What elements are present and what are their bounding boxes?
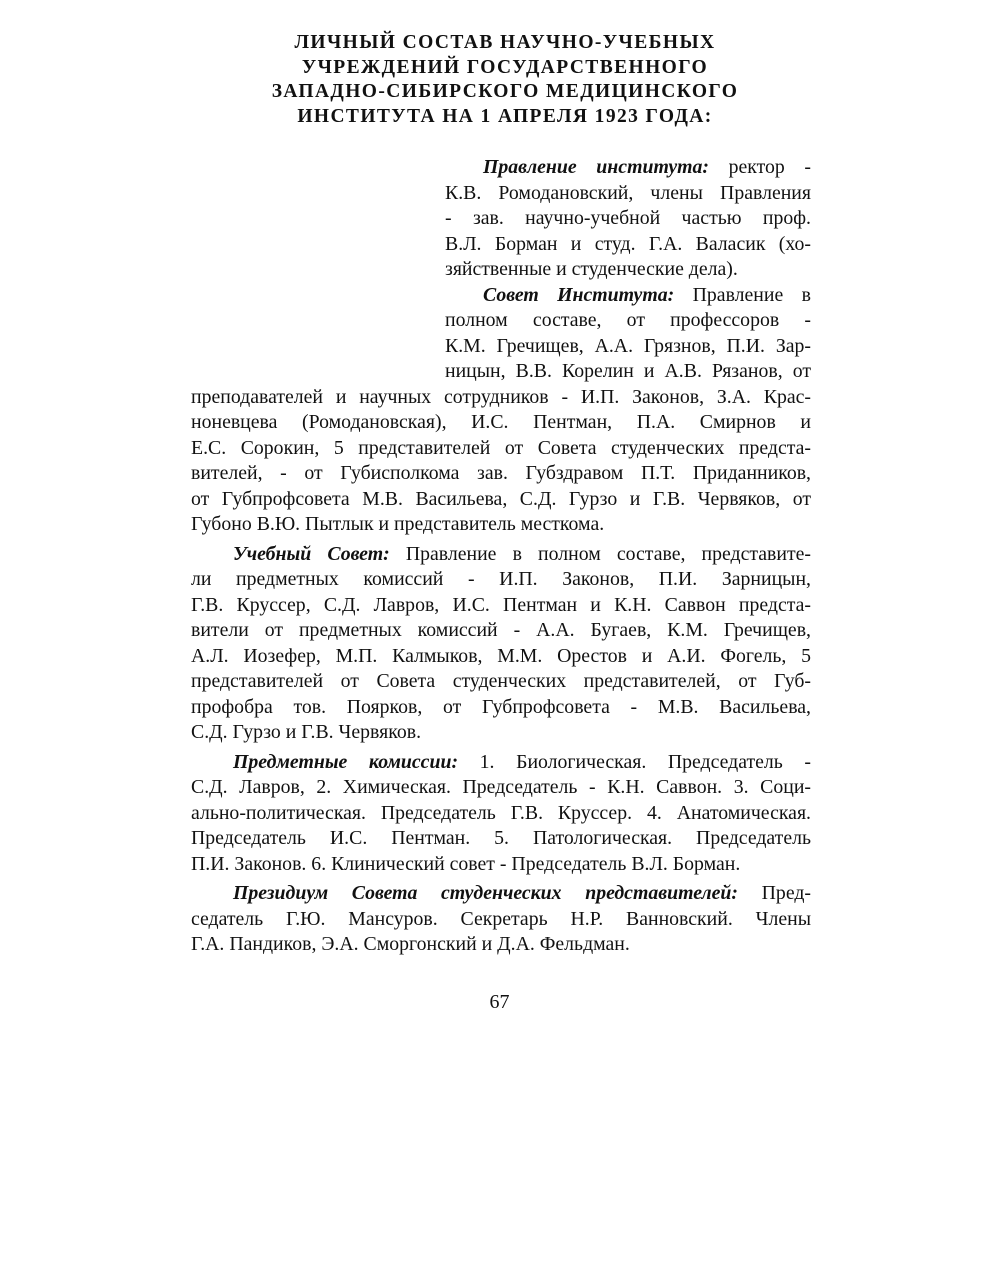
page-number: 67	[489, 991, 510, 1013]
paragraph-subject-commissions	[191, 750, 811, 878]
text-line: от Губпрофсовета М.В. Васильева, С.Д. Гурзо и Г.В. Червяков, от	[191, 487, 811, 510]
text-line: - зав. научно-учебной частью проф.	[445, 207, 811, 229]
text-line: ально-политическая. Председатель Г.В. Круссер. 4. Анатомическая.	[191, 801, 811, 824]
title-line: ЗАПАДНО-СИБИРСКОГО МЕДИЦИНСКОГО	[271, 81, 739, 102]
text-span: Правление в	[692, 283, 811, 306]
title-line: ИНСТИТУТА НА 1 АПРЕЛЯ 1923 ГОДА:	[297, 105, 713, 127]
text-line: вители от предметных комиссий - А.А. Бугаев, К.М. Гречищев,	[191, 619, 811, 641]
text-line: В.Л. Борман и студ. Г.А. Валасик (хо-	[445, 232, 811, 255]
text-line: седатель Г.Ю. Мансуров. Секретарь Н.Р. Ванновский. Члены	[191, 907, 811, 930]
text-line: преподавателей и научных сотрудников - И.П. Законов, З.А. Крас-	[191, 385, 811, 408]
section-heading: Учебный Совет:	[233, 542, 390, 565]
text-line	[191, 750, 811, 776]
text-line: зяйственные и студенческие дела).	[445, 258, 738, 280]
text-line	[191, 881, 811, 907]
text-line	[445, 155, 811, 181]
text-line: П.И. Законов. 6. Клинический совет - Председатель В.Л. Борман.	[191, 852, 741, 875]
text-line: К.В. Ромодановский, члены Правления	[445, 181, 811, 204]
text-line: ноневцева (Ромодановская), И.С. Пентман, П.А. Смирнов и	[191, 411, 811, 433]
text-line: К.М. Гречищев, А.А. Грязнов, П.И. Зар-	[445, 334, 811, 357]
title-line: УЧРЕЖДЕНИЙ ГОСУДАРСТВЕННОГО	[301, 56, 709, 78]
text-line: вителей, - от Губисполкома зав. Губздравом П.Т. Приданников,	[191, 462, 811, 484]
section-heading: Совет Института:	[483, 283, 675, 306]
text-line: А.Л. Иозефер, М.П. Калмыков, М.М. Орестов и А.И. Фогель, 5	[191, 644, 811, 667]
text-line: представителей от Совета студенческих представителей, от Губ-	[191, 670, 811, 692]
paragraph-presidium	[191, 881, 811, 958]
text-line: С.Д. Гурзо и Г.В. Червяков.	[191, 721, 422, 743]
section-heading: Правление института:	[483, 156, 709, 178]
title-line: ЛИЧНЫЙ СОСТАВ НАУЧНО-УЧЕБНЫХ	[294, 32, 716, 53]
text-line: ли предметных комиссий - И.П. Законов, П.И. Зарницын,	[191, 568, 811, 590]
section-heading: Предметные комиссии:	[233, 750, 459, 773]
section-heading: Президиум Совета студенческих представителей:	[233, 882, 739, 904]
text-line: ницын, В.В. Корелин и А.В. Рязанов, от	[445, 360, 811, 382]
text-span: Пред-	[761, 882, 811, 904]
paragraph-council	[191, 283, 811, 538]
page-title	[200, 31, 810, 129]
paragraph-academic-council	[191, 542, 811, 746]
text-line: профобра тов. Поярков, от Губпрофсовета - М.В. Васильева,	[191, 695, 811, 718]
text-line: Г.В. Круссер, С.Д. Лавров, И.С. Пентман и К.Н. Саввон предста-	[191, 593, 811, 616]
text-span: 1. Биологическая. Председатель -	[479, 750, 811, 773]
text-span: Правление в полном составе, представите-	[405, 542, 811, 565]
text-line: Е.С. Сорокин, 5 представителей от Совета студенческих предста-	[191, 436, 811, 459]
document-body	[191, 155, 811, 958]
text-line: Г.А. Пандиков, Э.А. Сморгонский и Д.А. Фельдман.	[191, 933, 630, 955]
text-line	[191, 542, 811, 568]
paragraph-board	[191, 155, 811, 283]
text-line	[445, 283, 811, 309]
text-line: Председатель И.С. Пентман. 5. Патологическая. Председатель	[191, 827, 811, 849]
text-line: Губоно В.Ю. Пытлык и представитель месткома.	[191, 513, 605, 535]
text-line: полном составе, от профессоров -	[445, 309, 811, 331]
text-line: С.Д. Лавров, 2. Химическая. Председатель - К.Н. Саввон. 3. Соци-	[191, 776, 811, 798]
text-span: ректор -	[728, 156, 811, 178]
